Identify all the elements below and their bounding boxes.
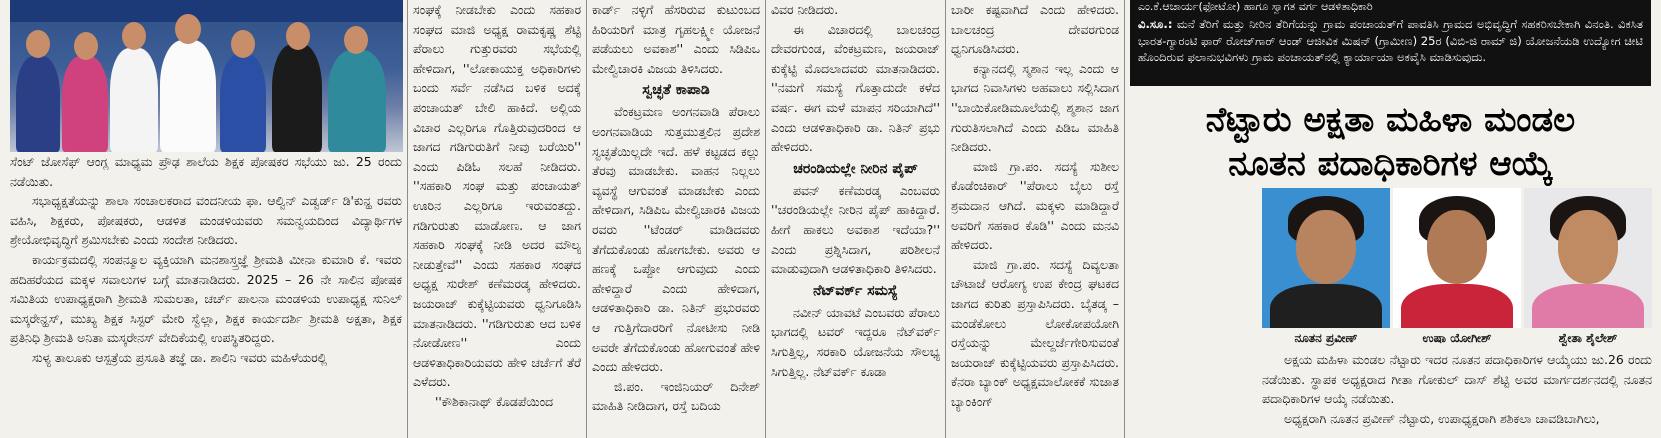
- person-head: [175, 14, 201, 44]
- paragraph: ''ಕೌಶಿಕಾನಾಥ್ ಕೊಡಪೆಯಿಂದ: [435, 393, 554, 409]
- paragraph: ಸಂಘಕ್ಕೆ ನೀಡಬೇಕು ಎಂದು ಸಹಕಾರ ಸಂಘದ ಮಾಜಿ ಅಧ್ಯಕ್ಷ ರಾಮಕೃಷ್ಣ ಶೆಟ್ಟಿ ಪೆರಾಲು ಗುತ್ತುರವರು ಸಭೆಯಲ್ಲಿ ಹೇಳಿದಾಗ, ''ಲೋಕಾಯುಕ್ತ ಅಧಿಕಾರಿಗಳು ಬಂದು ಸರ್ವೆ ನಡೆಸಿದ ಬಳಿಕ ಅದಕ್ಕೆ ಪಂಚಾಯತ್ ಬೇಲಿ ಹಾಕಿದೆ. ಅಲ್ಲಿಯ ವಿಚಾರ ಎಲ್ಲರಿಗೂ ಗೊತ್ತಿರುವುದರಿಂದ ಆ ಜಾಗದ ಗಡಿಗುರುತಿಗೆ ನೀವು ಬರೆಯಿರಿ'' ಎಂದು ಪಿಡಿಓ ಸಲಹೆ ನೀಡಿದರು. ''ಸಹಕಾರಿ ಸಂಘ ಮತ್ತು ಪಂಚಾಯತ್ ಊರಿನ ಎಲ್ಲರಿಗೂ ಇರುವಂತದ್ದು. ಗಡಿಗುರುತು ಮಾಡೋಣ. ಆ ಜಾಗ ಸಹಕಾರಿ ಸಂಘಕ್ಕೆ ನೀಡಿ ಅದರ ಮೌಲ್ಯ ನೀಡುತ್ತೇವೆ'' ಎಂದು ಸಹಕಾರ ಸಂಘದ ಅಧ್ಯಕ್ಷ ಸುರೇಶ್ ಕಣೆಮರಡ್ಕ ಹೇಳಿದರು. ಜಯರಾಜ್ ಕುಕ್ಕೆಟ್ಟಿಯವರು ಧ್ವನಿಗೂಡಿಸಿ ಮಾತನಾಡಿದರು. ''ಗಡಿಗುರುತು ಆದ ಬಳಿಕ ನೋಡೋಣ'' ಎಂದು ಆಡಳಿತಾಧಿಕಾರಿಯವರು ಹೇಳಿ ಚರ್ಚೆಗೆ ತೆರೆ ಎಳೆದರು.: [413, 2, 581, 390]
- person-figure: [220, 54, 266, 152]
- notice-top-line: ಎಂ.ಕೆ.ಆಚಾರ್ಯ(ಫೋಟೋ) ಹಾಗೂ ಸ್ವಾಗತ ವರ್ಗ ಆಡಳಿತಾಧಿಕಾರಿ: [1138, 0, 1373, 13]
- paragraph: ಪವನ್ ಕಣೆಮರಡ್ಕ ಎಂಬವರು ''ಚರಂಡಿಯಲ್ಲೇ ನೀರಿನ ಪೈಪ್ ಹಾಕಿದ್ದಾರೆ. ಹೀಗೆ ಹಾಕಲು ಅವಕಾಶ ಇದೆಯಾ?'' ಎಂದು ಪ್ರಶ್ನಿಸಿದಾಗ, ಪರಿಶೀಲನೆ ಮಾಡುವುದಾಗಿ ಆಡಳಿತಾಧಿಕಾರಿ ತಿಳಿಸಿದರು.: [771, 182, 940, 277]
- column-divider: [586, 0, 587, 438]
- shoulders: [1532, 284, 1644, 328]
- portrait-caption: ನೂತನ ಪ್ರವೀಣ್: [1294, 331, 1358, 345]
- person-head: [74, 32, 98, 60]
- subheading: ನೆಟ್‌ವರ್ಕ್ ಸಮಸ್ಯೆ: [813, 282, 898, 299]
- paragraph: ಕನ್ಯಾನದಲ್ಲಿ ಸ್ಮಶಾನ ಇಲ್ಲ ಎಂದು ಆ ಭಾಗದ ನಿವಾಸಿಗಳು ಅಹವಾಲು ಸಲ್ಲಿಸಿದಾಗ ''ಬಾಯಿಕೋಡಿಮೂಲೆಯಲ್ಲಿ ಶ್ಮಶಾನ ಜಾಗ ಗುರುತಿಸಲಾಗಿದೆ ಎಂದು ಪಿಡಿಒ ಮಾಹಿತಿ ನೀಡಿದರು.: [951, 60, 1119, 155]
- photo-caption: ಸೆಂಟ್ ಜೋಸೆಫ್ ಆಂಗ್ಲ ಮಾಧ್ಯಮ ಪ್ರೌಢ ಶಾಲೆಯ ಶಿಕ್ಷಕ ಪೋಷಕರ ಸಭೆಯು ಜು. 25 ರಂದು ನಡೆಯಿತು.: [10, 154, 402, 189]
- event-photo: [10, 0, 403, 152]
- paragraph: ಈ ವಿಚಾರದಲ್ಲಿ ಬಾಲಚಂದ್ರ ದೇವರಗುಂಡ, ವೆಂಕಟ್ರಮಣ, ಜಯರಾಜ್ ಕುಕ್ಕೆಟ್ಟಿ ಮೊದಲಾದವರು ಮಾತನಾಡಿದರು. ''ನಮಗೆ ಸಮಸ್ಯೆ ಗೊತ್ತಾದುದೇ ಕಳೆದ ವರ್ಷ. ಈಗ ಮಳೆ ಮಾಪನ ಸರಿಯಾಗಿದೆ'' ಎಂದು ಆಡಳಿತಾಧಿಕಾರಿ ಡಾ. ನಿತಿನ್ ಪ್ರಭು ಹೇಳಿದರು.: [771, 21, 940, 155]
- notice-box: [1130, 0, 1651, 86]
- paragraph: ಮಾಜಿ ಗ್ರಾ.ಪಂ. ಸದಸ್ಯೆ ಸುಶೀಲ ಕೊಡೆಂಚಿಕಾರ್ ''ಪೆರಾಲು ಬೈಲು ರಸ್ತೆ ಶ್ರಮದಾನ ಆಗಿದೆ. ಮಕ್ಕಳು ಮಾಡಿದ್ದಾರೆ ಅವರಿಗೆ ಸಹಕಾರ ಕೊಡಿ'' ಎಂದು ಮನವಿ ಹೇಳಿದರು.: [951, 158, 1119, 253]
- person-figure: [62, 56, 108, 152]
- column-5: [951, 0, 1119, 438]
- column-2: [413, 0, 581, 438]
- notice-text: ಮನೆ ತೆರಿಗೆ ಮತ್ತು ನೀರಿನ ತೆರಿಗೆಯನ್ನು ಗ್ರಾಮ ಪಂಚಾಯತ್‌ಗೆ ಪಾವತಿಸಿ ಗ್ರಾಮದ ಅಭಿವೃದ್ಧಿಗೆ ಸಹಕರಿಸಬೇಕಾಗಿ ವಿನಂತಿ. ವಿಕಸಿತ ಭಾರತ-ಗ್ಯಾರಂಟಿ ಫಾರ್ ರೋಜ್‌ಗಾರ್ ಆಂಡ್ ಆಜೀವಿಕ ಮಿಷನ್ (ಗ್ರಾಮೀಣ) 25ರ (ವಿಬಿ-ಜಿ ರಾಮ್ ಜಿ) ಯೋಜನೆಯಡಿ ಉದ್ಯೋಗ ಚೀಟಿ ಹೊಂದಿರುವ ಫಲಾನುಭವಿಗಳು ಗ್ರಾಮ ಪಂಚಾಯತ್‌ನಲ್ಲಿ ಕ್ಯಾರ್ಯಾಯಾ ಅಕವೈಸಿ ಮಾಡಿಸುವುದು.: [1138, 17, 1643, 64]
- headline-line-2: ನೂತನ ಪದಾಧಿಕಾರಿಗಳ ಆಯ್ಕೆ: [1228, 144, 1553, 184]
- article-headline: [1130, 98, 1651, 186]
- paragraph: ನವೀನ್ ಯಾವಟೆ ಎಂಬವರು ಪೆರಾಲು ಭಾಗದಲ್ಲಿ ಟವರ್ ಇದ್ದರೂ ನೆಟ್‌ವರ್ಕ್ ಸಿಗುತ್ತಿಲ್ಲ, ಸರಕಾರಿ ಯೋಜನೆಯ ಸೌಲಭ್ಯ ಸಿಗುತ್ತಿಲ್ಲ. ನೆಟ್‌ವರ್ಕ್ ಕೂಡಾ: [771, 304, 940, 379]
- paragraph: ಸಭಾಧ್ಯಕ್ಷತೆಯನ್ನು ಶಾಲಾ ಸಂಚಾಲಕರಾದ ವಂದನೀಯ ಫಾ. ಆಲ್ವಿನ್ ಎಡ್ವರ್ಡ್ ಡಿ'ಕುನ್ಹ ರವರು ವಹಿಸಿ, ಶಿಕ್ಷಕರು, ಪೋಷಕರು, ಆಡಳಿತ ಮಂಡಳಿಯವರು ಸಮನ್ವಯದಿಂದ ವಿದ್ಯಾರ್ಥಿಗಳ ಶ್ರೇಯೋಭಿವೃದ್ಧಿಗೆ ಶ್ರಮಿಸಬೇಕು ಎಂದು ಸಂದೇಶ ನೀಡಿದರು.: [10, 193, 402, 248]
- paragraph: ಜಿ.ಪಂ. ಇಂಜಿನಿಯರ್ ದಿನೇಶ್ ಮಾಹಿತಿ ನೀಡಿದಾಗ, ರಸ್ತೆ ಬದಿಯ: [592, 378, 760, 414]
- portrait-caption: ಉಷಾ ಯೋಗೀಶ್: [1422, 331, 1492, 345]
- shoulders: [1401, 284, 1513, 328]
- column-3: [592, 0, 760, 438]
- portrait-2: [1393, 188, 1521, 328]
- article-body: [1262, 350, 1652, 438]
- paragraph: ಅಧ್ಯಕ್ಷರಾಗಿ ನೂತನ ಪ್ರವೀಣ್ ನೆಟ್ಟಾರು, ಉಪಾಧ್ಯಕ್ಷರಾಗಿ ಶಶಿಕಲಾ ಚಾವಡಿಬಾಗಿಲು,: [1284, 410, 1600, 426]
- person-figure: [16, 56, 60, 152]
- face: [1558, 210, 1618, 284]
- person-head: [231, 30, 255, 58]
- shoulders: [1270, 284, 1382, 328]
- column-1: [10, 152, 402, 438]
- paragraph: ವೆಂಕಟ್ರಮಣ ಅಂಗನವಾಡಿ ಪೆರಾಲು ಅಂಗನವಾಡಿಯ ಸುತ್ತಮುತ್ತಲಿನ ಪ್ರದೇಶ ಸ್ವಚ್ಛತೆಯಿಲ್ಲದೇ ಇದೆ. ಹಳೆ ಕಟ್ಟಡದ ಕಲ್ಲು ತೆರವು ಮಾಡಬೇಕು. ವಾಹನ ನಿಲ್ಲಲು ವ್ಯವಸ್ಥೆ ಆಗುವಂತೆ ಮಾಡಬೇಕು ಎಂದು ಹೇಳಿದಾಗ, ಸಿಡಿಪಿಒ ಮೇಲ್ವಿಚಾರಕಿ ವಿಜಯ ರವರು ''ಟೆಂಡರ್ ಮಾಡಿದವರು ತೆಗೆದುಕೊಂಡು ಹೋಗಬೇಕು. ಅವರು ಆ ಹಣಕ್ಕೆ ಒಪ್ಪೋ ಆಗುವುದು ಎಂದು ಹೇಳಿದ್ದಾರೆ ಎಂದು ಹೇಳಿದಾಗ, ಆಡಳಿತಾಧಿಕಾರಿ ಡಾ. ನಿತಿನ್ ಪ್ರಭುರವರು ಆ ಗುತ್ತಿಗೆದಾರರಿಗೆ ನೋಟೀಸು ನೀಡಿ ಅವರೇ ತೆಗೆದುಕೊಂಡು ಹೋಗುವಂತೆ ಹೇಳಿ ಎಂದು ಹೇಳಿದರು.: [592, 104, 760, 375]
- paragraph: ಅಕ್ಷಯ ಮಹಿಳಾ ಮಂಡಲ ನೆಟ್ಟಾರು ಇದರ ನೂತನ ಪದಾಧಿಕಾರಿಗಳ ಆಯ್ಕೆಯು ಜು.26 ರಂದು ನಡೆಯಿತು. ಸ್ಥಾಪಕ ಅಧ್ಯಕ್ಷರಾದ ಗೀತಾ ಗೋಕುಲ್ ದಾಸ್ ಶೆಟ್ಟಿ ಅವರ ಮಾರ್ಗದರ್ಶನದಲ್ಲಿ ನೂತನ ಪದಾಧಿಕಾರಿಗಳ ಆಯ್ಕೆ ನಡೆಯಿತು.: [1262, 352, 1652, 407]
- person-head: [122, 22, 146, 50]
- face: [1296, 210, 1356, 284]
- priest-figure: [160, 40, 216, 152]
- paragraph: ಬಾರೀ ಕಷ್ಟವಾಗಿದೆ ಎಂದು ಹೇಳಿದರು. ಬಾಲಚಂದ್ರ ದೇವರಗುಂಡ ಧ್ವನಿಗೂಡಿಸಿದರು.: [951, 2, 1119, 57]
- column-divider: [1124, 0, 1125, 438]
- headline-line-1: ನೆಟ್ಟಾರು ಅಕ್ಷತಾ ಮಹಿಳಾ ಮಂಡಲ: [1205, 100, 1576, 140]
- portrait-1: [1262, 188, 1390, 328]
- person-head: [286, 22, 310, 50]
- person-figure: [110, 48, 158, 152]
- nun-figure: [272, 44, 322, 152]
- subheading: ಚರಂಡಿಯಲ್ಲೇ ನೀರಿನ ಪೈಪ್: [793, 160, 918, 177]
- photo-banner: [10, 0, 403, 22]
- person-figure: [328, 50, 386, 152]
- person-head: [344, 26, 368, 54]
- notice-body: [1138, 16, 1643, 82]
- paragraph: ಮಾಜಿ ಗ್ರಾ.ಪಂ. ಸದಸ್ಯೆ ದಿವ್ಯಲತಾ ಚೌಟಾಜೆ ಆರೋಗ್ಯ ಉಪ ಕೇಂದ್ರ ಘಟಕದ ಜಾಗದ ಕುರಿತು ಪ್ರಸ್ತಾಪಿಸಿದರು. ಬೈತಡ್ಕ –ಮಂಡೆಕೋಲು ಲೋಕೋಪಯೋಗಿ ರಸ್ತೆಯನ್ನು ಮೇಲ್ದರ್ಜೆಗೇರಿಸುವಂತೆ ಜಯರಾಜ್ ಕುಕ್ಕೆಟ್ಟಿಯವರು ಪ್ರಸ್ತಾಪಿಸಿದರು. ಕೆನರಾ ಬ್ಯಾಂಕ್ ಅಧ್ಯಕ್ಷಮಾಲೋಕಕೆ ಸುಜಾತ ಬ್ಯಾಂಕಿಂಗ್: [951, 256, 1119, 409]
- person-head: [26, 30, 50, 58]
- paragraph: ವಿವರ ನೀಡಿದರು.: [771, 2, 839, 17]
- column-divider: [945, 0, 946, 438]
- face: [1427, 210, 1487, 284]
- portrait-caption: ಶ್ವೇತಾ ಶೈಲೇಶ್: [1558, 331, 1618, 345]
- paragraph: ಕಾರ್ಯಕ್ರಮದಲ್ಲಿ ಸಂಪನ್ಮೂಲ ವ್ಯಕ್ತಿಯಾಗಿ ಮನಶಾಸ್ತ್ರಜ್ಞೆ ಶ್ರೀಮತಿ ಮೀನಾ ಕುಮಾರಿ ಕೆ. ಇವರು ಹದಿಹರೆಯದ ಮಕ್ಕಳ ಸವಾಲುಗಳ ಬಗ್ಗೆ ಮಾತನಾಡಿದರು. 2025 – 26 ನೇ ಸಾಲಿನ ಪೋಷಕ ಸಮಿತಿಯ ಉಪಾಧ್ಯಕ್ಷರಾಗಿ ಶ್ರೀಮತಿ ಸುಮಲತಾ, ಚರ್ಚ್ ಪಾಲನಾ ಮಂಡಳಿಯ ಉಪಾಧ್ಯಕ್ಷ ಸುನಿಲ್ ಮಸ್ಕರೇನ್ಹಸ್, ಮುಖ್ಯ ಶಿಕ್ಷಕ ಸಿಸ್ಟರ್ ಮೇರಿ ಸ್ವೆಲ್ಲಾ, ಶಿಕ್ಷಕ ಕಾರ್ಯದರ್ಶಿ ಶ್ರೀಮತಿ ಅಕ್ಷತಾ, ಶಿಕ್ಷಕ ಪ್ರತಿನಿಧಿ ಶ್ರೀಮತಿ ಅನಿತಾ ಮಸ್ಕರೇನಸ್ ವೇದಿಕೆಯಲ್ಲಿ ಉಪಸ್ಥಿತರಿದ್ದರು.: [10, 251, 402, 346]
- column-divider: [407, 0, 408, 438]
- column-4: [771, 0, 940, 438]
- paragraph: ಕಾರ್ಡ್ ನಳ್ಳಿಗೆ ಹೆಸರಿರುವ ಕುಟುಂಬದ ಹಿರಿಯರಿಗೆ ಮಾತ್ರ ಗೃಹಲಕ್ಷ್ಮೀ ಯೋಜನೆ ಪಡೆಯಲು ಅವಕಾಶ'' ಎಂದು ಸಿಡಿಪಿಒ ಮೇಲ್ವಿಚಾರಕಿ ವಿಜಯ ತಿಳಿಸಿದರು.: [592, 2, 760, 76]
- portrait-3: [1524, 188, 1652, 328]
- column-divider: [765, 0, 766, 438]
- subheading: ಸ್ವಚ್ಛತೆ ಕಾಪಾಡಿ: [642, 82, 710, 99]
- notice-label: ವಿ.ಸೂ.:: [1138, 17, 1173, 31]
- paragraph: ಸುಳ್ಯ ತಾಲೂಕು ಆಸ್ಪತ್ರೆಯ ಪ್ರಸೂತಿ ತಜ್ಞೆ ಡಾ. ಶಾಲಿನಿ ಇವರು ಮಹಿಳೆಯರಲ್ಲಿ: [32, 349, 328, 365]
